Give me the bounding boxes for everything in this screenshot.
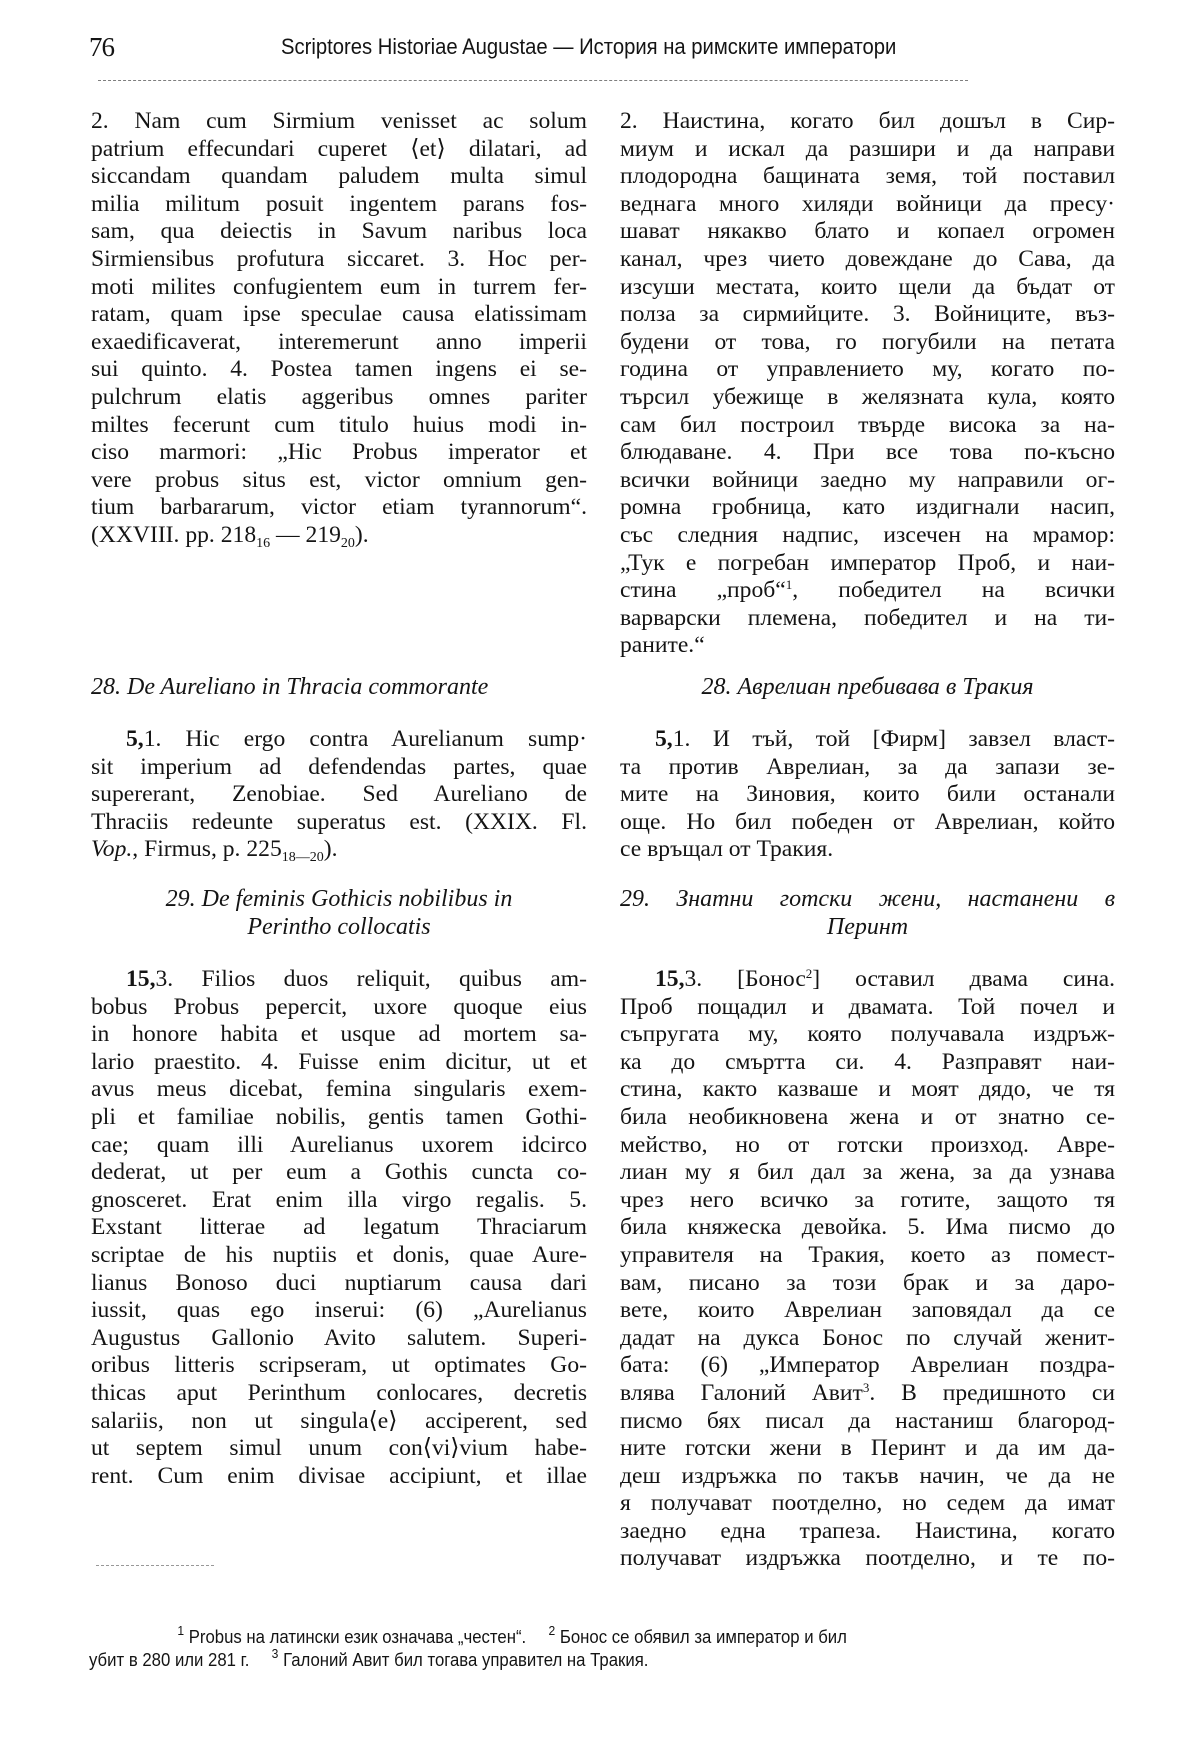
running-title: Scriptores Historiae Augustae — История на римските императори bbox=[281, 34, 897, 59]
section-heading: 29. De feminis Gothicis nobilibus in bbox=[165, 886, 513, 912]
text-line: oribus litteris scripseram, ut optimates Go- bbox=[91, 1352, 587, 1379]
text-line: thicas aput Perinthum conlocares, decretis bbox=[91, 1379, 587, 1406]
footnote-ref[interactable]: 2 bbox=[805, 966, 813, 981]
text-line: Проб пощадил и двамата. Той почел и bbox=[620, 993, 1115, 1020]
bulgarian-section-1-lines bbox=[620, 108, 1115, 577]
text-line: tium barbararum, victor etiam tyrannorum“. bbox=[91, 494, 587, 521]
line-text: стина „проб“ bbox=[620, 577, 786, 604]
text-line: я получават поотделно, но седем да имат bbox=[620, 1490, 1115, 1517]
bulgarian-section-28-body bbox=[620, 726, 1115, 864]
text-line: vere probus situs est, victor omnium gen- bbox=[91, 466, 587, 493]
chapter-ref: 5, bbox=[126, 726, 144, 752]
text-line: полза за сирмийците. 3. Войниците, въз- bbox=[620, 301, 1115, 328]
citation-text: , Firmus, p. 225 bbox=[132, 836, 282, 863]
section-heading: Perintho collocatis bbox=[247, 913, 431, 940]
citation-italic: Vop. bbox=[91, 836, 133, 863]
citation-text: ). bbox=[323, 836, 338, 863]
footnote-text: Галоний Авит бил тогава управител на Тракия. bbox=[283, 1650, 649, 1670]
text-line: бата: (6) „Император Аврелиан поздра- bbox=[620, 1352, 1115, 1379]
line-text: 3. [Бонос bbox=[684, 966, 806, 992]
footnotes bbox=[89, 1623, 1041, 1672]
text-line: patrium effecundari cuperet ⟨et⟩ dilatari, ad bbox=[91, 135, 587, 162]
footnote-mark: 2 bbox=[548, 1623, 556, 1638]
bulgarian-section-29-lines bbox=[620, 994, 1115, 1380]
section-heading: Перинт bbox=[826, 913, 909, 940]
text-line: salariis, non ut singula⟨e⟩ acciperent, sed bbox=[91, 1407, 587, 1434]
text-line: била княжеска девойка. 5. Има писмо до bbox=[620, 1214, 1115, 1241]
text-line: gnosceret. Erat enim illa virgo regalis. 5. bbox=[91, 1186, 587, 1213]
text-line: била необикновена жена и от знатно се- bbox=[620, 1103, 1115, 1130]
text-line: moti milites confugientem eum in turrem fer- bbox=[91, 273, 587, 300]
text-line: миум и искал да разшири и да направи bbox=[620, 135, 1115, 162]
text-line: сам бил построил твърде висока за на- bbox=[620, 411, 1115, 438]
text-line: ка до смъртта си. 4. Разправят наи- bbox=[620, 1048, 1115, 1075]
latin-section-1-lines bbox=[91, 108, 587, 522]
text-line bbox=[91, 726, 587, 754]
footnote-ref[interactable]: 1 bbox=[785, 577, 793, 593]
text-line: Augustus Gallonio Avito salutem. Superi- bbox=[91, 1324, 587, 1351]
text-line: блюдаване. 4. При все това по-късно bbox=[620, 439, 1115, 466]
footnote-text: убит в 280 или 281 г. bbox=[89, 1650, 250, 1670]
latin-section-28-body bbox=[91, 726, 587, 864]
text-line: bobus Probus pepercit, uxore quoque eius bbox=[91, 993, 587, 1020]
footnote-text: Probus на латински език означава „честен“. bbox=[188, 1627, 527, 1647]
bulgarian-section-29-lines-after bbox=[620, 1408, 1115, 1574]
text-line: чрез него всичко за готите, защото тя bbox=[620, 1186, 1115, 1213]
section-heading: 28. Аврелиан пребивава в Тракия bbox=[701, 674, 1034, 700]
text-line: sui quinto. 4. Postea tamen ingens ei se- bbox=[91, 356, 587, 383]
text-line: ните готски жени в Перинт и да им да- bbox=[620, 1435, 1115, 1462]
text-line: miltes fecerunt cum titulo huius modi in- bbox=[91, 411, 587, 438]
text-line: milia militum posuit ingentem parans fos- bbox=[91, 190, 587, 217]
text-line: та против Аврелиан, за да запази зе- bbox=[620, 753, 1115, 780]
line-text: ] оставил двама сина. bbox=[812, 966, 1115, 992]
latin-section-1 bbox=[91, 108, 587, 550]
bulgarian-section-28 bbox=[620, 674, 1115, 702]
text-line: веднага много хиляди войници да пресу· bbox=[620, 190, 1115, 217]
text-line: плодородна бащината земя, той поставил bbox=[620, 163, 1115, 190]
footnote-mark: 3 bbox=[271, 1646, 279, 1661]
line-text: 1. Hic ergo contra Aurelianum sump· bbox=[143, 726, 587, 752]
citation-text: (XXVIII. pp. 218 bbox=[91, 521, 257, 548]
text-line: със следния надпис, изсечен на мрамор: bbox=[620, 521, 1115, 548]
bulgarian-section-29-heading bbox=[620, 886, 1115, 941]
text-line: rent. Cum enim divisae accipiunt, et illae bbox=[91, 1462, 587, 1489]
text-line: sam, qua deiectis in Savum naribus loca bbox=[91, 218, 587, 245]
text-line: Sirmiensibus profutura siccaret. 3. Hoc per- bbox=[91, 245, 587, 272]
latin-section-29-heading bbox=[91, 886, 587, 941]
line-text: 3. Filios duos reliquit, quibus am- bbox=[155, 966, 587, 992]
footnote-ref[interactable]: 3 bbox=[862, 1379, 870, 1395]
latin-citation bbox=[91, 836, 587, 864]
text-line: писмо бях писал да настаниш благород- bbox=[620, 1407, 1115, 1434]
text-line: деш издръжка по такъв начин, че да не bbox=[620, 1462, 1115, 1489]
text-line: ratam, quam ipse speculae causa elatissimam bbox=[91, 301, 587, 328]
text-line: 2. Nam cum Sirmium venisset ac solum bbox=[91, 108, 587, 134]
citation-text: — 219 bbox=[270, 521, 341, 548]
citation-subscript: 18—20 bbox=[281, 850, 324, 866]
text-line: cae; quam illi Aurelianus uxorem idcirco bbox=[91, 1131, 587, 1158]
text-line: управителя на Тракия, което аз помест- bbox=[620, 1241, 1115, 1268]
footnote-rule bbox=[96, 1565, 214, 1566]
footnote-mark: 1 bbox=[177, 1623, 185, 1638]
text-line: siccandam quandam paludem multa simul bbox=[91, 163, 587, 190]
text-line: стина, както казваше и моят дядо, че тя bbox=[620, 1076, 1115, 1103]
text-line: заедно една трапеза. Наистина, когато bbox=[620, 1517, 1115, 1544]
text-line: ромна гробница, като издигнали насип, bbox=[620, 494, 1115, 521]
text-line: ut septem simul unum con⟨vi⟩vium habe- bbox=[91, 1435, 587, 1462]
citation-subscript: 16 bbox=[256, 535, 271, 551]
text-line: варварски племена, победител и на ти- bbox=[620, 604, 1115, 631]
text-line: sit imperium ad defendendas partes, quae bbox=[91, 753, 587, 780]
section-heading: 29. Знатни готски жени, настанени в bbox=[620, 886, 1115, 912]
text-line bbox=[91, 966, 587, 994]
running-head bbox=[89, 26, 1111, 66]
line-text: влява Галоний Авит bbox=[620, 1379, 863, 1406]
text-line: лиан му я бил дал за жена, за да узнава bbox=[620, 1159, 1115, 1186]
text-line: avus meus dicebat, femina singularis exem- bbox=[91, 1076, 587, 1103]
header-rule bbox=[98, 80, 968, 81]
footnote-line bbox=[89, 1623, 1041, 1649]
line-text: , победител на всички bbox=[792, 577, 1116, 604]
text-line: 2. Наистина, когато бил дошъл в Сир- bbox=[620, 108, 1115, 134]
text-line: търсил убежище в желязната кула, която bbox=[620, 383, 1115, 410]
text-line: iussit, quas ego inserui: (6) „Aurelianus bbox=[91, 1297, 587, 1324]
citation-text: ). bbox=[354, 521, 369, 548]
text-line bbox=[620, 726, 1115, 754]
text-line: вам, писано за този брак и за даро- bbox=[620, 1269, 1115, 1296]
text-line: in honore habita et usque ad mortem sa- bbox=[91, 1021, 587, 1048]
text-line: изсуши местата, които щели да бъдат от bbox=[620, 273, 1115, 300]
text-line: Thraciis redeunte superatus est. (XXIX. Fl. bbox=[91, 808, 587, 835]
text-line: всички войници заедно му направили ог- bbox=[620, 466, 1115, 493]
text-line: supererant, Zenobiae. Sed Aureliano de bbox=[91, 781, 587, 808]
text-line: ciso marmori: „Hic Probus imperator et bbox=[91, 439, 587, 466]
latin-section-29-lines bbox=[91, 994, 587, 1491]
text-line: канал, чрез чието довеждане до Сава, да bbox=[620, 245, 1115, 272]
text-line bbox=[620, 1380, 1115, 1408]
text-line: scriptae de his nuptiis et donis, quae Aure- bbox=[91, 1241, 587, 1268]
section-heading: 28. De Aureliano in Thracia commorante bbox=[91, 674, 489, 700]
line-text: 1. И тъй, той [Фирм] завзел власт- bbox=[672, 726, 1115, 752]
bulgarian-section-1 bbox=[620, 108, 1115, 660]
text-line: вете, които Аврелиан заповядал да се bbox=[620, 1297, 1115, 1324]
text-line: шават някакво блато и копаел огромен bbox=[620, 218, 1115, 245]
chapter-ref: 5, bbox=[655, 726, 673, 752]
latin-citation bbox=[91, 522, 587, 550]
chapter-ref: 15, bbox=[655, 966, 685, 992]
chapter-ref: 15, bbox=[126, 966, 156, 992]
text-line: pli et familiae nobilis, gentis tamen Gothi- bbox=[91, 1103, 587, 1130]
line-text: . В предишното си bbox=[869, 1379, 1115, 1406]
latin-section-29-body bbox=[91, 966, 587, 1490]
bulgarian-section-29-body bbox=[620, 966, 1115, 1573]
text-line: се връщал от Тракия. bbox=[620, 836, 834, 863]
text-line: dederat, ut per eum a Gothis cuncta co- bbox=[91, 1159, 587, 1186]
text-line: Exstant litterae ad legatum Thraciarum bbox=[91, 1214, 587, 1241]
footnote-line bbox=[89, 1646, 1041, 1672]
text-line: будени от това, го погубили на петата bbox=[620, 328, 1115, 355]
text-line: „Тук е погребан император Проб, и наи- bbox=[620, 549, 1115, 576]
text-line: exaedificaverat, interemerunt anno imperii bbox=[91, 328, 587, 355]
text-line bbox=[620, 966, 1115, 994]
text-line: мите на Зиновия, които били останали bbox=[620, 781, 1115, 808]
latin-section-28 bbox=[91, 674, 587, 702]
text-line: раните.“ bbox=[620, 632, 705, 659]
text-line: съпругата му, която получавала издръж- bbox=[620, 1021, 1115, 1048]
text-line: дадат на дукса Бонос по случай женит- bbox=[620, 1324, 1115, 1351]
text-line: получават издръжка поотделно, и те по- bbox=[620, 1545, 1115, 1572]
text-line: мейство, но от готски произход. Авре- bbox=[620, 1131, 1115, 1158]
page-number: 76 bbox=[89, 32, 114, 62]
text-line: lianus Bonoso duci nuptiarum causa dari bbox=[91, 1269, 587, 1296]
text-line: година от управлението му, когато по- bbox=[620, 356, 1115, 383]
text-line: pulchrum elatis aggeribus omnes pariter bbox=[91, 383, 587, 410]
text-line bbox=[620, 577, 1115, 605]
text-line: lario praestito. 4. Fuisse enim dicitur, ut et bbox=[91, 1048, 587, 1075]
footnote-text: Бонос се обявил за император и бил bbox=[559, 1627, 847, 1647]
text-line: още. Но бил победен от Аврелиан, който bbox=[620, 808, 1115, 835]
citation-subscript: 20 bbox=[340, 535, 355, 551]
